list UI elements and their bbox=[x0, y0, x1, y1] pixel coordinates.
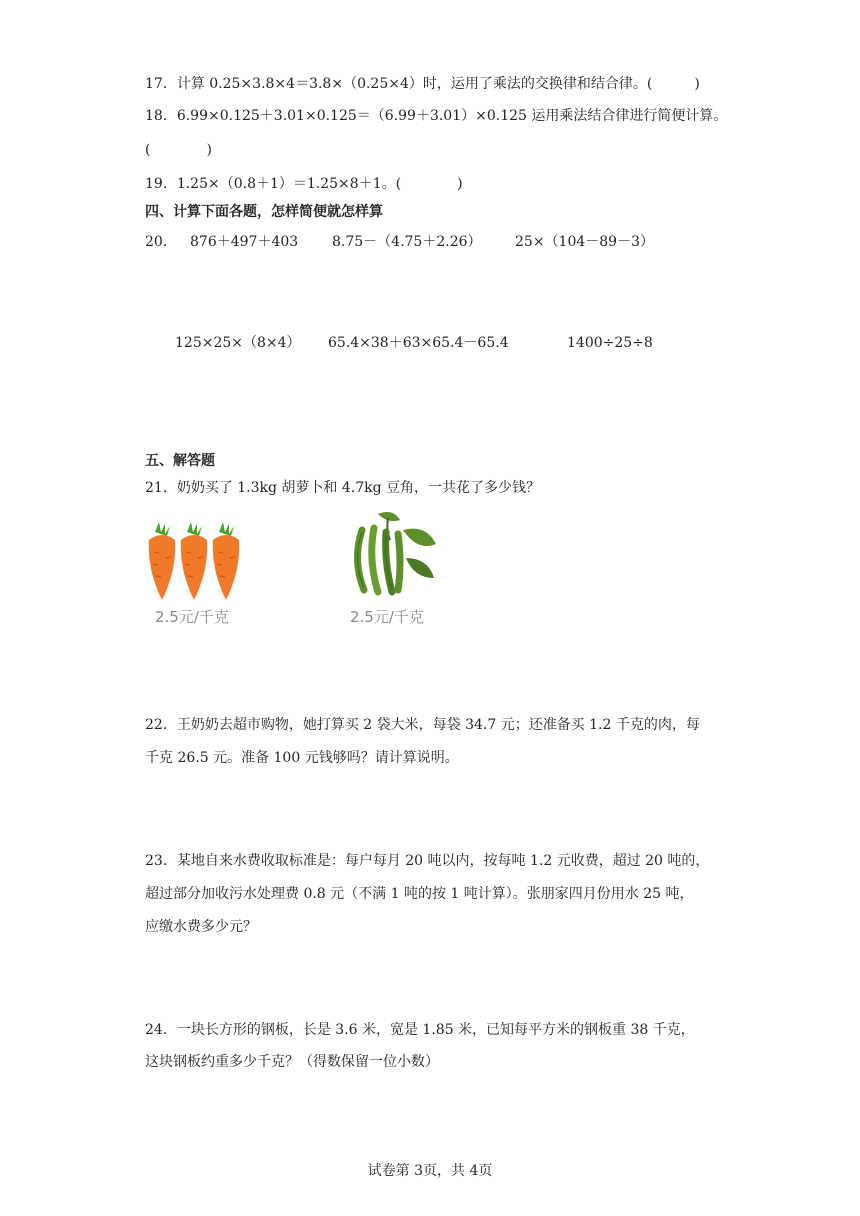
page-footer: 试卷第 3页，共 4页 bbox=[367, 1163, 493, 1179]
question-23-line-2: 超过部分加收污水处理费 0.8 元（不满 1 吨的按 1 吨计算）。张朋家四月份用水 25 吨， bbox=[145, 886, 694, 902]
calc-expression-2: 8.75－（4.75＋2.26） bbox=[332, 234, 482, 250]
carrot-icon bbox=[145, 520, 245, 620]
green-beans-icon bbox=[348, 510, 438, 595]
question-24-line-1: 24．一块长方形的钢板，长是 3.6 米，宽是 1.85 米，已知每平方米的钢板重 38 千克， bbox=[145, 1022, 695, 1038]
question-18-line-2: ( ) bbox=[145, 142, 212, 158]
question-24-line-2: 这块钢板约重多少千克？（得数保留一位小数） bbox=[145, 1054, 439, 1070]
question-17: 17．计算 0.25×3.8×4＝3.8×（0.25×4）时，运用了乘法的交换律和结合律。( ) bbox=[145, 76, 700, 92]
carrot-price-label: 2.5元/千克 bbox=[155, 608, 229, 626]
question-21: 21．奶奶买了 1.3kg 胡萝卜和 4.7kg 豆角，一共花了多少钱？ bbox=[145, 480, 541, 496]
question-22-line-1: 22．王奶奶去超市购物，她打算买 2 袋大米，每袋 34.7 元；还准备买 1.2 千克的肉，每 bbox=[145, 717, 700, 733]
question-18-line-1: 18．6.99×0.125＋3.01×0.125＝（6.99＋3.01）×0.125 运用乘法结合律进行简便计算。 bbox=[145, 108, 728, 124]
section-5-heading: 五、解答题 bbox=[145, 453, 215, 469]
calc-expression-1: 876＋497＋403 bbox=[190, 234, 299, 250]
section-4-heading: 四、计算下面各题，怎样简便就怎样算 bbox=[145, 204, 383, 220]
question-23-line-3: 应缴水费多少元？ bbox=[145, 919, 257, 935]
calc-expression-4: 125×25×（8×4） bbox=[175, 335, 301, 351]
calc-expression-6: 1400÷25÷8 bbox=[567, 335, 653, 351]
question-19: 19．1.25×（0.8＋1）＝1.25×8＋1。( ) bbox=[145, 176, 463, 192]
question-23-line-1: 23．某地自来水费收取标准是：每户每月 20 吨以内，按每吨 1.2 元收费，超过 20 吨的， bbox=[145, 853, 710, 869]
question-22-line-2: 千克 26.5 元。准备 100 元钱够吗？请计算说明。 bbox=[145, 750, 459, 766]
bean-price-label: 2.5元/千克 bbox=[350, 608, 424, 626]
question-20-number: 20． bbox=[145, 234, 177, 250]
calc-expression-5: 65.4×38＋63×65.4－65.4 bbox=[328, 335, 509, 351]
calc-expression-3: 25×（104－89－3） bbox=[515, 234, 654, 250]
